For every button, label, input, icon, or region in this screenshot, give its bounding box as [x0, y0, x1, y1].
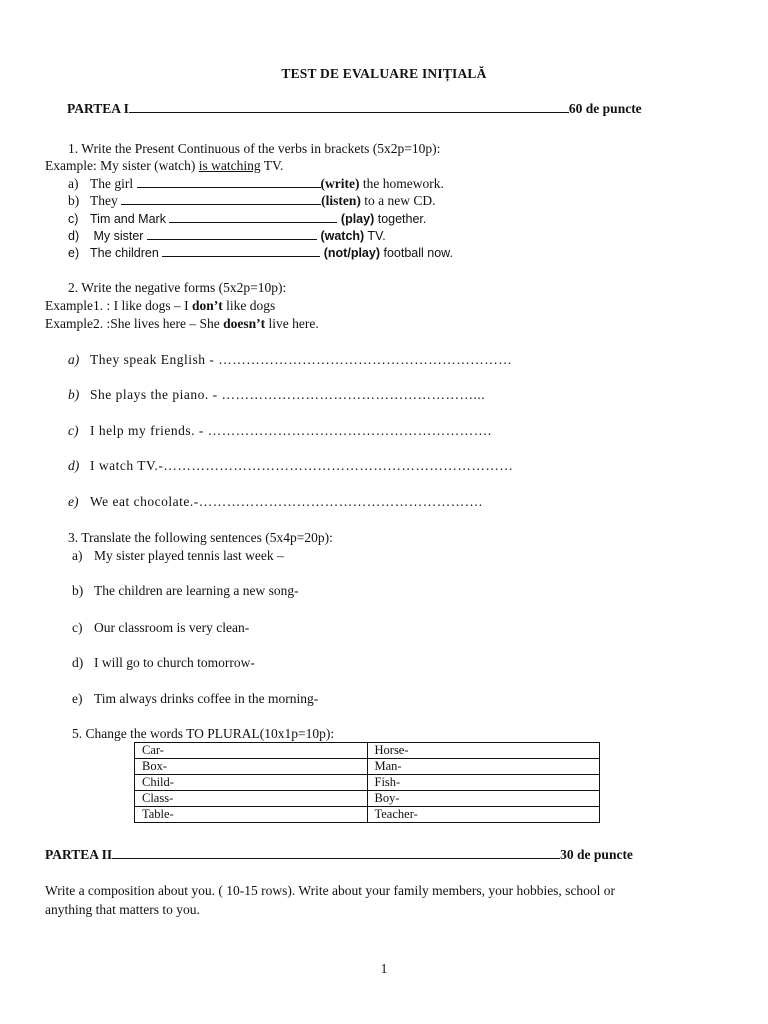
- plural-table: [134, 742, 600, 823]
- item-rest: TV.: [364, 229, 386, 243]
- item-lead: They: [90, 193, 122, 208]
- ex1-item: [68, 212, 426, 226]
- table-cell[interactable]: Table-: [135, 807, 368, 823]
- part2-text-line2: anything that matters to you.: [45, 902, 200, 917]
- ex2-example2: [45, 316, 319, 332]
- item-lead: The children: [90, 246, 163, 260]
- ex3-instruction: 3. Translate the following sentences (5x4p=20p):: [68, 530, 333, 545]
- ex2-example2-bold: doesn’t: [223, 316, 266, 331]
- table-cell[interactable]: Man-: [367, 759, 600, 775]
- ex1-example-prefix: Example: My sister (watch): [45, 158, 199, 173]
- ex2-example1-bold: don’t: [191, 298, 223, 313]
- table-row: [135, 775, 600, 791]
- part2-heading: [45, 847, 633, 863]
- item-letter: b): [68, 387, 80, 402]
- table-row: [135, 791, 600, 807]
- item-letter: a): [72, 548, 83, 563]
- item-verb: (watch): [320, 229, 365, 243]
- item-letter: e): [72, 691, 83, 706]
- item-letter: e): [68, 494, 79, 509]
- ex3-item: [72, 548, 284, 564]
- item-text: I will go to church tomorrow-: [94, 655, 255, 670]
- item-text: Tim always drinks coffee in the morning-: [94, 691, 319, 706]
- ex1-item: [68, 193, 436, 209]
- part2-rule: [112, 857, 560, 859]
- item-text: We eat chocolate.-…………………………………………………….: [90, 494, 483, 509]
- item-letter: b): [72, 583, 84, 598]
- item-letter: d): [68, 458, 80, 473]
- ex2-item: [68, 423, 492, 439]
- item-text: She plays the piano. - ………………………………………………...: [90, 387, 486, 402]
- item-letter: c): [68, 212, 79, 226]
- part1-heading: [67, 101, 642, 117]
- item-letter: d): [68, 229, 80, 243]
- ex3-item: [72, 620, 249, 636]
- part1-label: PARTEA I: [67, 101, 129, 116]
- part2-text-line1: Write a composition about you. ( 10-15 rows). Write about your family members, your hobbies, school or: [45, 883, 616, 898]
- ex2-item: [68, 387, 485, 403]
- table-row: [135, 759, 600, 775]
- ex1-item: [68, 229, 386, 243]
- item-verb: (not/play): [323, 246, 380, 260]
- ex1-item: [68, 176, 444, 192]
- ex2-item: [68, 458, 513, 474]
- part1-points: 60 de puncte: [568, 101, 642, 116]
- ex1-instruction: 1. Write the Present Continuous of the verbs in brackets (5x2p=10p):: [68, 141, 441, 156]
- item-rest: football now.: [380, 246, 453, 260]
- ex2-item: [68, 494, 483, 510]
- table-cell[interactable]: Boy-: [367, 791, 600, 807]
- part2-points: 30 de puncte: [560, 847, 633, 862]
- item-letter: d): [72, 655, 84, 670]
- ex1-example: [45, 158, 283, 174]
- item-text: My sister played tennis last week –: [94, 548, 284, 563]
- item-letter: a): [68, 352, 80, 367]
- item-letter: e): [68, 246, 80, 260]
- table-cell[interactable]: Child-: [135, 775, 368, 791]
- table-cell[interactable]: Teacher-: [367, 807, 600, 823]
- answer-blank[interactable]: [147, 238, 317, 240]
- ex5-instruction: 5. Change the words TO PLURAL(10x1p=10p):: [72, 726, 335, 741]
- ex2-example2-prefix: Example2. :She lives here – She: [45, 316, 224, 331]
- ex2-example1-prefix: Example1. : I like dogs – I: [45, 298, 192, 313]
- ex2-example1: [45, 298, 275, 314]
- item-rest: together.: [374, 212, 427, 226]
- item-verb: (listen): [321, 193, 361, 208]
- table-row: [135, 807, 600, 823]
- item-letter: b): [68, 193, 80, 208]
- item-rest: to a new CD.: [360, 193, 436, 208]
- ex2-example1-suffix: like dogs: [222, 298, 276, 313]
- item-text: I watch TV.-…………………………………………………………………: [90, 458, 514, 473]
- answer-blank[interactable]: [137, 186, 321, 188]
- ex3-item: [72, 583, 299, 599]
- answer-blank[interactable]: [162, 255, 320, 257]
- part2-label: PARTEA II: [45, 847, 113, 862]
- item-text: Our classroom is very clean-: [94, 620, 250, 635]
- ex1-item: [68, 246, 453, 260]
- ex2-item: [68, 352, 512, 368]
- ex1-example-suffix: TV.: [260, 158, 284, 173]
- item-verb: (play): [340, 212, 375, 226]
- ex3-item: [72, 655, 255, 671]
- table-cell[interactable]: Box-: [135, 759, 368, 775]
- page-number: 1: [380, 961, 388, 976]
- item-letter: c): [72, 620, 83, 635]
- table-cell[interactable]: Horse-: [367, 743, 600, 759]
- item-letter: c): [68, 423, 79, 438]
- item-letter: a): [68, 176, 79, 191]
- table-cell[interactable]: Class-: [135, 791, 368, 807]
- ex2-instruction: 2. Write the negative forms (5x2p=10p):: [68, 280, 287, 295]
- item-lead: Tim and Mark: [90, 212, 170, 226]
- part1-rule: [129, 111, 569, 113]
- item-text: The children are learning a new song-: [94, 583, 299, 598]
- table-cell[interactable]: Fish-: [367, 775, 600, 791]
- answer-blank[interactable]: [121, 203, 321, 205]
- item-lead: My sister: [90, 229, 147, 243]
- item-lead: The girl: [90, 176, 137, 191]
- table-cell[interactable]: Car-: [135, 743, 368, 759]
- item-text: I help my friends. - …………………………………………………….: [90, 423, 492, 438]
- page-title: TEST DE EVALUARE INIȚIALĂ: [281, 66, 487, 81]
- item-rest: the homework.: [359, 176, 444, 191]
- table-row: [135, 743, 600, 759]
- ex2-example2-suffix: live here.: [265, 316, 319, 331]
- item-text: They speak English - ………………………………………………………: [90, 352, 513, 367]
- answer-blank[interactable]: [169, 221, 337, 223]
- ex1-example-answer: is watching: [198, 158, 261, 173]
- item-verb: (write): [320, 176, 360, 191]
- ex3-item: [72, 691, 318, 707]
